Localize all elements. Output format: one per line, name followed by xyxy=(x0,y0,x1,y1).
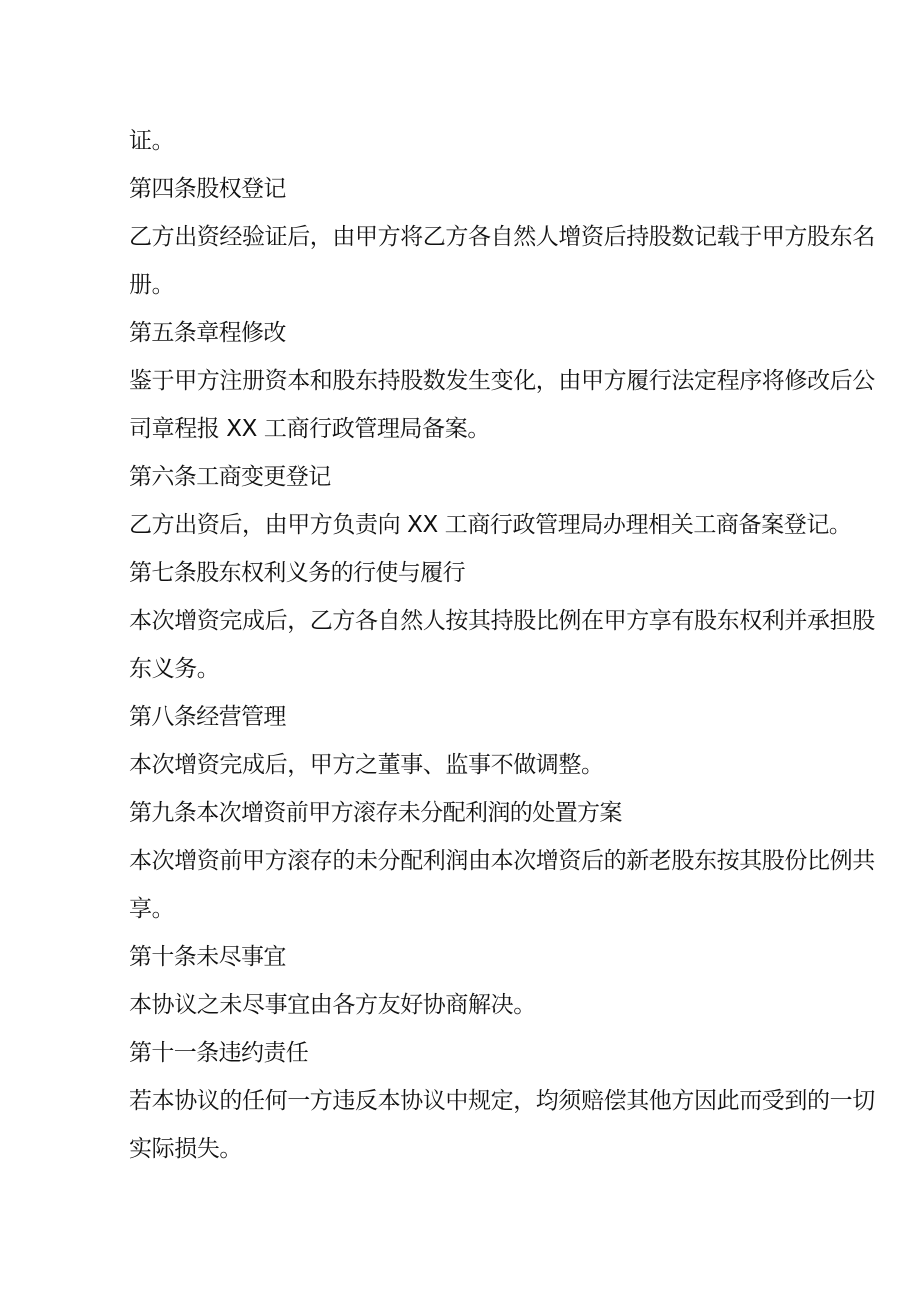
body-text-line: 乙方出资后，由甲方负责向 XX 工商行政管理局办理相关工商备案登记。 xyxy=(129,512,852,538)
article-5-heading: 第五条章程修改 xyxy=(129,320,286,346)
body-text-line: 东义务。 xyxy=(129,656,220,682)
article-6-heading: 第六条工商变更登记 xyxy=(129,464,331,490)
body-text-line: 本协议之未尽事宜由各方友好协商解决。 xyxy=(129,992,536,1018)
body-text-line: 册。 xyxy=(129,272,175,298)
body-text-line: 若本协议的任何一方违反本协议中规定，均须赔偿其他方因此而受到的一切 xyxy=(129,1088,875,1114)
article-4-heading: 第四条股权登记 xyxy=(129,176,286,202)
article-7-heading: 第七条股东权利义务的行使与履行 xyxy=(129,560,466,586)
document-body xyxy=(129,117,897,1173)
article-9-heading: 第九条本次增资前甲方滚存未分配利润的处置方案 xyxy=(129,800,622,826)
body-text-line: 证。 xyxy=(129,128,175,154)
body-text-line: 司章程报 XX 工商行政管理局备案。 xyxy=(129,416,490,442)
body-text-line: 本次增资完成后，甲方之董事、监事不做调整。 xyxy=(129,752,604,778)
article-10-heading: 第十条未尽事宜 xyxy=(129,944,286,970)
body-text-line: 实际损失。 xyxy=(129,1136,243,1162)
body-text-line: 乙方出资经验证后，由甲方将乙方各自然人增资后持股数记载于甲方股东名 xyxy=(129,224,875,250)
article-8-heading: 第八条经营管理 xyxy=(129,704,286,730)
body-text-line: 享。 xyxy=(129,896,175,922)
body-text-line: 鉴于甲方注册资本和股东持股数发生变化，由甲方履行法定程序将修改后公 xyxy=(129,368,875,394)
body-text-line: 本次增资完成后，乙方各自然人按其持股比例在甲方享有股东权利并承担股 xyxy=(129,608,875,634)
article-11-heading: 第十一条违约责任 xyxy=(129,1040,309,1066)
body-text-line: 本次增资前甲方滚存的未分配利润由本次增资后的新老股东按其股份比例共 xyxy=(129,848,875,874)
